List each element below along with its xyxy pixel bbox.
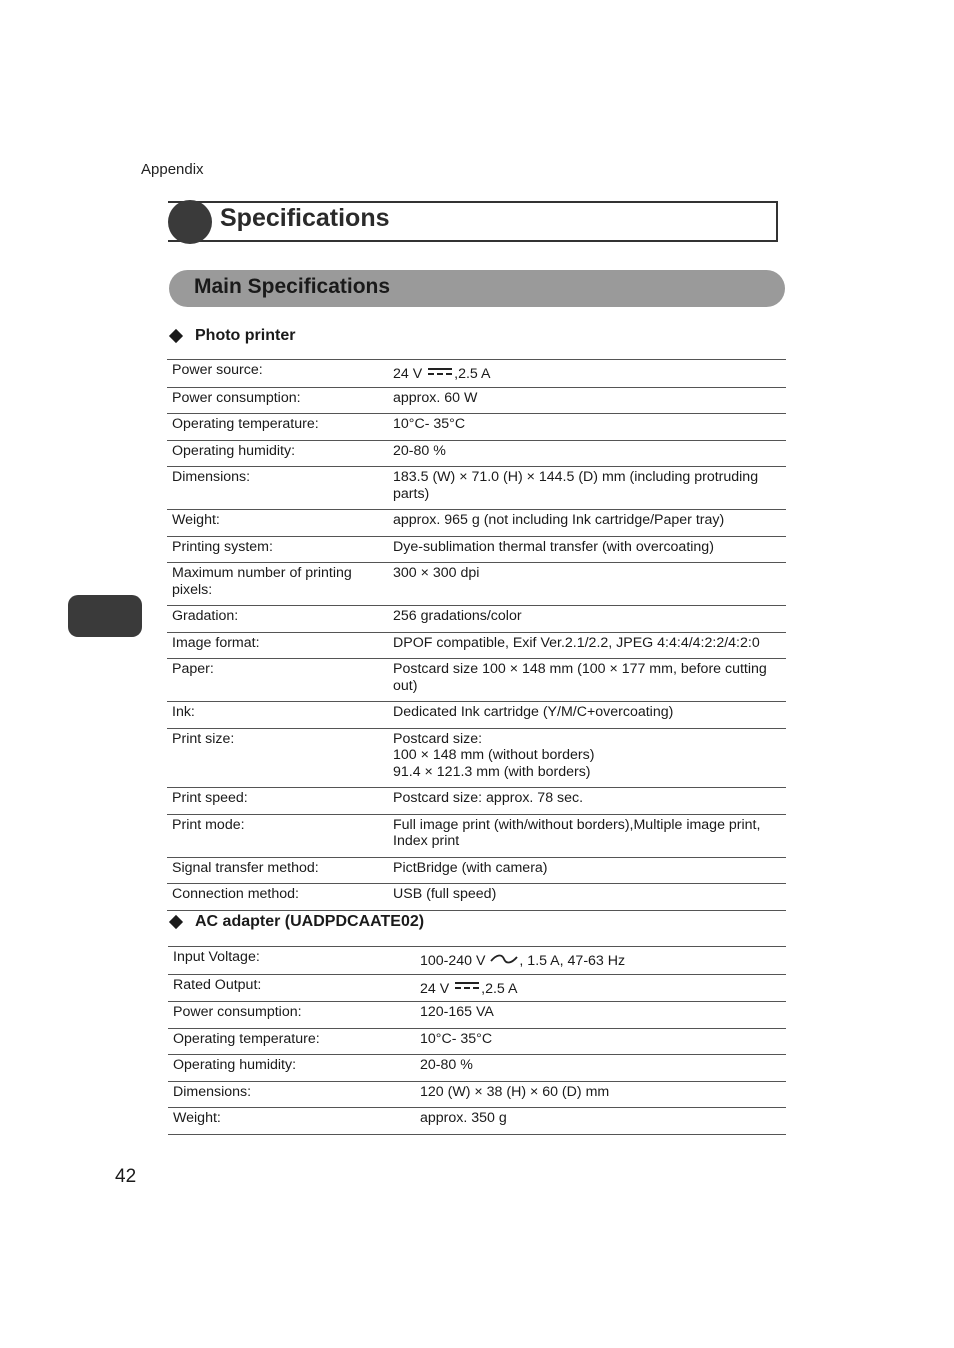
spec-label: Power consumption: [167,387,388,414]
spec-row [167,606,786,633]
spec-row [167,510,786,537]
spec-label: Dimensions: [168,1081,415,1108]
spec-value [388,387,786,414]
spec-value [388,360,786,388]
spec-value-line: Dedicated Ink cartridge (Y/M/C+overcoating) [393,704,674,720]
spec-row [168,1055,786,1082]
spec-value-line: 20-80 % [420,1057,473,1073]
spec-value [415,1108,786,1135]
diamond-bullet-icon [169,329,183,343]
spec-value [388,659,786,702]
spec-value [388,702,786,729]
spec-value [388,857,786,884]
photo-printer-heading [168,327,295,345]
spec-label: Image format: [167,632,388,659]
spec-value-line: 183.5 (W) × 71.0 (H) × 144.5 (D) mm (including protruding parts) [393,469,759,502]
spec-value [415,974,786,1002]
spec-label: Ink: [167,702,388,729]
spec-value [388,440,786,467]
photo-printer-heading-text: Photo printer [195,327,296,344]
spec-value-line: 100 × 148 mm (without borders) [393,747,595,763]
spec-row [167,632,786,659]
spec-value-line: Dye-sublimation thermal transfer (with overcoating) [393,538,714,555]
spec-value-text: ,2.5 A [454,366,491,382]
spec-value [415,1028,786,1055]
ac-adapter-heading-text: AC adapter (UADPDCAATE02) [195,913,425,930]
spec-value-line: approx. 965 g (not including Ink cartridge/Paper tray) [393,512,725,528]
spec-label: Print size: [167,728,388,788]
spec-value-line: 300 × 300 dpi [393,565,480,581]
section-subtitle: Main Specifications [194,275,391,298]
spec-label: Print mode: [167,814,388,857]
spec-value [388,536,786,563]
ac-adapter-heading [168,913,424,931]
spec-value [415,947,786,975]
spec-row [168,947,786,975]
spec-value [388,884,786,911]
ac-adapter-spec-table [168,946,786,1135]
spec-value [415,1002,786,1029]
dc-current-icon [428,368,452,377]
spec-label: Operating humidity: [167,440,388,467]
spec-label: Dimensions: [167,467,388,510]
spec-value-line: Postcard size 100 × 148 mm (100 × 177 mm, before cutting out) [393,661,767,694]
spec-label: Printing system: [167,536,388,563]
spec-row [168,974,786,1002]
spec-row [168,1028,786,1055]
spec-value-line: Postcard size: [393,730,483,747]
spec-row [167,788,786,815]
diamond-bullet-icon [169,915,183,929]
spec-label: Operating humidity: [168,1055,415,1082]
spec-value-text: , 1.5 A, 47-63 Hz [519,953,626,969]
spec-value-line: Full image print (with/without borders),Multiple image print, Index print [393,816,761,849]
spec-label: Gradation: [167,606,388,633]
spec-value [415,1081,786,1108]
spec-row [167,728,786,788]
spec-value-line: 20-80 % [393,442,446,459]
spec-value-line: approx. 350 g [420,1110,507,1126]
photo-printer-spec-table [167,359,786,911]
spec-value-line: USB (full speed) [393,886,497,902]
spec-row [168,1081,786,1108]
spec-row [167,814,786,857]
spec-row [168,1002,786,1029]
spec-value [388,414,786,441]
spec-value-text: 100-240 V [420,953,490,969]
spec-row [167,884,786,911]
title-bullet-icon [168,200,212,244]
spec-label: Connection method: [167,884,388,911]
spec-value [388,467,786,510]
spec-label: Print speed: [167,788,388,815]
spec-value [388,563,786,606]
spec-label: Operating temperature: [168,1028,415,1055]
spec-row [167,702,786,729]
spec-row [167,360,786,388]
spec-label: Signal transfer method: [167,857,388,884]
section-label: Appendix [141,161,204,178]
spec-row [167,563,786,606]
spec-value [388,788,786,815]
spec-value-line: approx. 60 W [393,389,478,406]
spec-value-line: 91.4 × 121.3 mm (with borders) [393,763,591,780]
ac-current-icon [490,953,518,965]
spec-row [167,857,786,884]
spec-row [167,414,786,441]
spec-value-line: 10°C- 35°C [420,1030,493,1047]
spec-value-line: 256 gradations/color [393,608,522,624]
spec-value [388,814,786,857]
spec-row [167,440,786,467]
spec-value [388,606,786,633]
spec-value-line: 10°C- 35°C [393,416,466,432]
spec-row [167,659,786,702]
spec-label: Operating temperature: [167,414,388,441]
spec-value [388,510,786,537]
spec-value-text: ,2.5 A [481,980,518,997]
spec-value-line: PictBridge (with camera) [393,859,548,876]
spec-value-line: 120 (W) × 38 (H) × 60 (D) mm [420,1083,610,1100]
spec-label: Rated Output: [168,974,415,1002]
spec-value-line: Postcard size: approx. 78 sec. [393,790,584,806]
spec-value-text: 24 V [393,366,427,382]
spec-value-text: 24 V [420,980,454,997]
spec-label: Weight: [167,510,388,537]
spec-label: Power source: [167,360,388,388]
spec-label: Input Voltage: [168,947,415,975]
spec-value-line: DPOF compatible, Exif Ver.2.1/2.2, JPEG 4:4:4/4:2:2/4:2:0 [393,634,760,651]
spec-label: Maximum number of printing pixels: [167,563,388,606]
spec-label: Power consumption: [168,1002,415,1029]
spec-row [167,536,786,563]
spec-value [388,632,786,659]
chapter-tab [68,595,142,637]
page-title: Specifications [220,204,390,232]
spec-row [168,1108,786,1135]
page-number: 42 [115,1166,137,1187]
spec-value-line: 120-165 VA [420,1004,494,1020]
spec-value [415,1055,786,1082]
spec-label: Paper: [167,659,388,702]
spec-row [167,467,786,510]
spec-value [388,728,786,788]
dc-current-icon [455,982,479,991]
spec-label: Weight: [168,1108,415,1135]
spec-row [167,387,786,414]
